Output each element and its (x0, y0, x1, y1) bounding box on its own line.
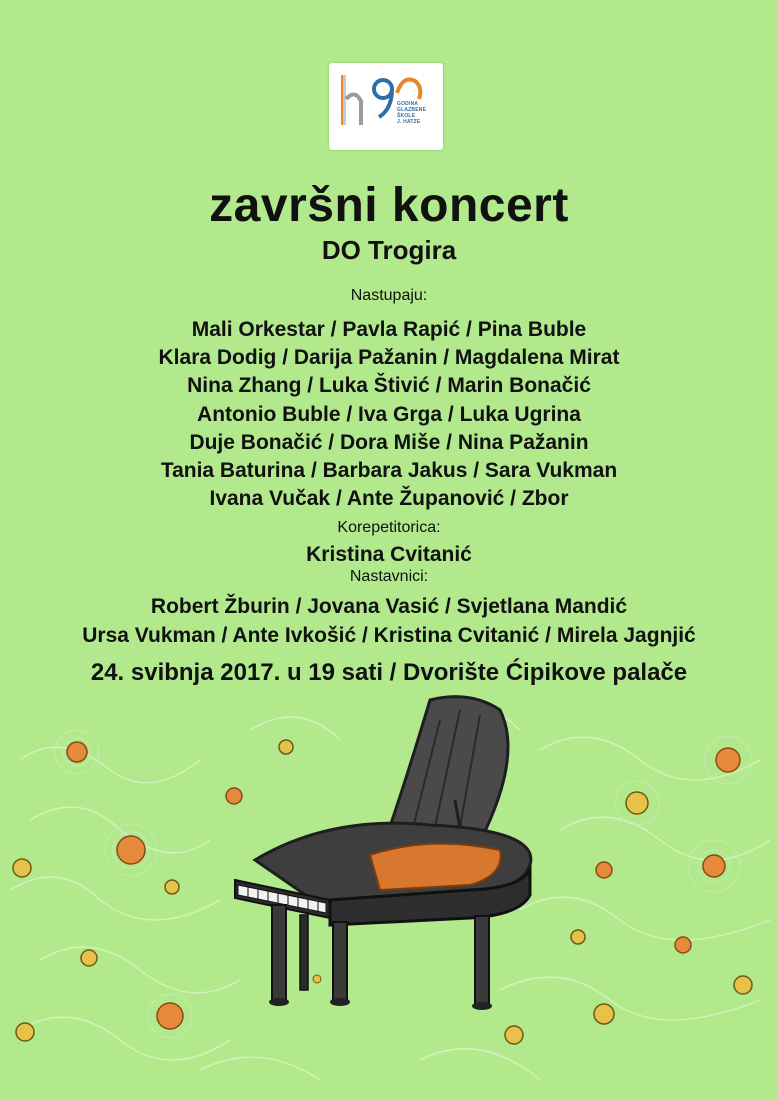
performers-line: Klara Dodig / Darija Pažanin / Magdalena Mirat (158, 346, 620, 370)
event-date-venue: 24. svibnja 2017. u 19 sati / Dvorište Ćipikove palače (90, 659, 688, 686)
accompanist-label: Korepetitorica: (337, 519, 441, 536)
performers-line: Duje Bonačić / Dora Miše / Nina Pažanin (189, 430, 589, 454)
performers-line: Mali Orkestar / Pavla Rapić / Pina Buble (191, 318, 587, 341)
logo-line: J. HATZE (397, 119, 421, 125)
performers-line: Antonio Buble / Iva Grga / Luka Ugrina (197, 402, 581, 426)
accompanist-name: Kristina Cvitanić (306, 543, 472, 566)
performers-line: Tania Baturina / Barbara Jakus / Sara Vukman (160, 459, 618, 483)
logo-line: ŠKOLE (397, 113, 416, 119)
performers-list (0, 316, 778, 513)
logo-text (397, 101, 426, 125)
performers-line: Ivana Vučak / Ante Županović / Zbor (209, 487, 569, 511)
performers-label: Nastupaju: (350, 287, 428, 304)
performers-line: Nina Zhang / Luka Štivić / Marin Bonačić (187, 374, 591, 398)
concert-subtitle: DO Trogira (321, 235, 457, 265)
school-logo (329, 63, 443, 150)
logo-line: GODINA (397, 101, 419, 107)
logo-line: GLAZBENE (397, 107, 427, 113)
teachers-label: Nastavnici: (349, 568, 429, 585)
teachers-list (0, 592, 778, 650)
teachers-line: Ursa Vukman / Ante Ivkošić / Kristina Cvitanić / Mirela Jagnjić (82, 624, 696, 647)
piano-illustration (0, 690, 778, 1100)
teachers-line: Robert Žburin / Jovana Vasić / Svjetlana Mandić (150, 595, 628, 618)
concert-title: završni koncert (209, 179, 569, 232)
